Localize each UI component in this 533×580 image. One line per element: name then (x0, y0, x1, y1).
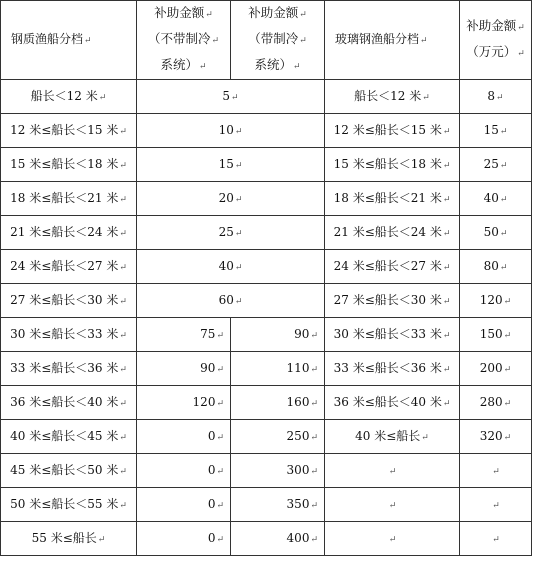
table-row (1, 114, 532, 148)
glass-subsidy-cell: 320↵ (460, 420, 532, 454)
steel-class-cell: 40 米≤船长＜45 米↵ (1, 420, 137, 454)
subsidy-cool-cell: 110↵ (231, 352, 325, 386)
subsidy-cool-cell: 250↵ (231, 420, 325, 454)
steel-class-cell: 21 米≤船长＜24 米↵ (1, 216, 137, 250)
glass-subsidy-cell: 25↵ (460, 148, 532, 182)
subsidy-no-cool-cell: 75↵ (137, 318, 231, 352)
steel-class-cell: 50 米≤船长＜55 米↵ (1, 488, 137, 522)
glass-subsidy-cell: 50↵ (460, 216, 532, 250)
subsidy-no-cool-cell: 120↵ (137, 386, 231, 420)
steel-class-cell: 15 米≤船长＜18 米↵ (1, 148, 137, 182)
subsidy-cool-cell: 300↵ (231, 454, 325, 488)
subsidy-merged-cell: 5↵ (137, 80, 325, 114)
glass-subsidy-cell: ↵ (460, 488, 532, 522)
glass-subsidy-cell: ↵ (460, 522, 532, 556)
steel-class-cell: 33 米≤船长＜36 米↵ (1, 352, 137, 386)
subsidy-no-cool-cell: 0↵ (137, 488, 231, 522)
table-row (1, 148, 532, 182)
header-subsidy-glass: 补助金额↵ （万元）↵ (460, 1, 532, 80)
glass-class-cell: 36 米≤船长＜40 米↵ (325, 386, 460, 420)
glass-class-cell: ↵ (325, 454, 460, 488)
glass-subsidy-cell: 15↵ (460, 114, 532, 148)
glass-subsidy-cell: ↵ (460, 454, 532, 488)
glass-class-cell: ↵ (325, 522, 460, 556)
glass-subsidy-cell: 150↵ (460, 318, 532, 352)
glass-class-cell: 33 米≤船长＜36 米↵ (325, 352, 460, 386)
steel-class-cell: 45 米≤船长＜50 米↵ (1, 454, 137, 488)
glass-subsidy-cell: 40↵ (460, 182, 532, 216)
glass-class-cell: 40 米≤船长↵ (325, 420, 460, 454)
header-row (1, 1, 532, 80)
glass-subsidy-cell: 280↵ (460, 386, 532, 420)
glass-class-cell: 24 米≤船长＜27 米↵ (325, 250, 460, 284)
glass-subsidy-cell: 80↵ (460, 250, 532, 284)
subsidy-no-cool-cell: 0↵ (137, 454, 231, 488)
subsidy-cool-cell: 350↵ (231, 488, 325, 522)
subsidy-cool-cell: 160↵ (231, 386, 325, 420)
steel-class-cell: 55 米≤船长↵ (1, 522, 137, 556)
steel-class-cell: 24 米≤船长＜27 米↵ (1, 250, 137, 284)
table-row (1, 488, 532, 522)
table-row (1, 420, 532, 454)
subsidy-no-cool-cell: 0↵ (137, 522, 231, 556)
subsidy-merged-cell: 20↵ (137, 182, 325, 216)
table-row (1, 284, 532, 318)
steel-class-cell: 30 米≤船长＜33 米↵ (1, 318, 137, 352)
glass-class-cell: 12 米≤船长＜15 米↵ (325, 114, 460, 148)
subsidy-no-cool-cell: 0↵ (137, 420, 231, 454)
header-subsidy-cool: 补助金额↵ （带制冷↵ 系统）↵ (231, 1, 325, 80)
table-row (1, 216, 532, 250)
glass-class-cell: 18 米≤船长＜21 米↵ (325, 182, 460, 216)
table-row (1, 352, 532, 386)
steel-class-cell: 18 米≤船长＜21 米↵ (1, 182, 137, 216)
table-row (1, 318, 532, 352)
glass-class-cell: 船长＜12 米↵ (325, 80, 460, 114)
glass-subsidy-cell: 120↵ (460, 284, 532, 318)
table-row (1, 80, 532, 114)
subsidy-cool-cell: 400↵ (231, 522, 325, 556)
subsidy-merged-cell: 25↵ (137, 216, 325, 250)
subsidy-merged-cell: 15↵ (137, 148, 325, 182)
glass-class-cell: ↵ (325, 488, 460, 522)
steel-class-cell: 12 米≤船长＜15 米↵ (1, 114, 137, 148)
subsidy-cool-cell: 90↵ (231, 318, 325, 352)
table-row (1, 250, 532, 284)
subsidy-merged-cell: 10↵ (137, 114, 325, 148)
table-row (1, 522, 532, 556)
subsidy-no-cool-cell: 90↵ (137, 352, 231, 386)
table-row (1, 386, 532, 420)
glass-subsidy-cell: 200↵ (460, 352, 532, 386)
header-steel: 钢质渔船分档↵ (1, 1, 137, 80)
glass-class-cell: 21 米≤船长＜24 米↵ (325, 216, 460, 250)
header-glass: 玻璃钢渔船分档↵ (325, 1, 460, 80)
subsidy-merged-cell: 40↵ (137, 250, 325, 284)
glass-class-cell: 27 米≤船长＜30 米↵ (325, 284, 460, 318)
glass-subsidy-cell: 8↵ (460, 80, 532, 114)
table-row (1, 454, 532, 488)
steel-class-cell: 船长＜12 米↵ (1, 80, 137, 114)
glass-class-cell: 15 米≤船长＜18 米↵ (325, 148, 460, 182)
steel-class-cell: 36 米≤船长＜40 米↵ (1, 386, 137, 420)
glass-class-cell: 30 米≤船长＜33 米↵ (325, 318, 460, 352)
steel-class-cell: 27 米≤船长＜30 米↵ (1, 284, 137, 318)
table-row (1, 182, 532, 216)
subsidy-merged-cell: 60↵ (137, 284, 325, 318)
header-subsidy-no-cool: 补助金额↵ （不带制冷↵ 系统）↵ (137, 1, 231, 80)
